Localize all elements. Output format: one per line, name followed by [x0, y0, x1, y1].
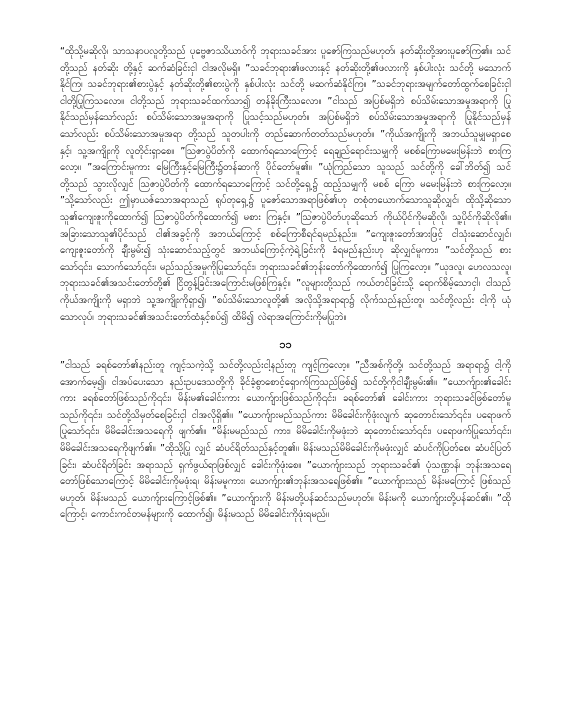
paragraph-1: “ထိုသို့မဆိုလို၊ သာသနာပလူတို့သည် ပုဗ္ဗေဇာဿိယာဝ်ကို ဘုရားသခင်အား ပူဇော်ကြသည်မဟုတ်၊ နတ်ဆိုးတို့အားပူဇော်ကြ၏။ သင်တို့သည် နတ်ဆိုး တို့နှင့် ဆက်ဆံခြင်းငှါ ငါအလိုမရှိ။ ”သခင်ဘုရား၏ဖလားနှင့် နတ်ဆိုးတို့၏ဖလားကို နှစ်ပါးလုံး သင်တို့ မသောက်နိုင်ကြ၊ သခင်ဘုရား၏စားပွဲနှင့် နတ်ဆိုးတို့၏စားပွဲကို နှစ်ပါးလုံး သင်တို့ မဆက်ဆံနိုင်ကြ။ ”သခင်ဘုရားအမျက်တော်ထွက်စေခြင်းငှါ ငါတို့ပြုကြသလော။ ငါတို့သည် ဘုရားသခင်ထက်သာ၍ တန်ခိုးကြီးသလော။ ”ငါသည် အပြစ်မရှိဘဲ စပ်သိမ်းသောအမှုအရာကို ပြုနိုင်သည်မှန်သော်လည်း စပ်သိမ်းသောအမှုအရာကို ပြုသင့်သည်မဟုတ်။ အပြစ်မရှိဘဲ စပ်သိမ်းသောအမှုအရာကို ပြုနိုင်သည်မှန်သော်လည်း စပ်သိမ်းသောအမှုအရာ တို့သည် သူတပါးကို တည်ဆောက်တတ်သည်မဟုတ်။ ”ကိုယ်အကျိုးကို အဘယ်သူမျှမရှာစေနှင့်၊ သူ့အကျိုးကို လူတိုင်းရှာစေ။ ”သြဇာပွဲပိတ်ကို ထောက်ရသောကြောင့် ရေချည်ရောင်းသမျှကို မစစ်ကြောမမေးမြန်းဘဲ စားကြလော့။ ”အကြောင်းမူကား မြေကြီးနှင့်မြေကြီး၌တန်ဆာကို ပိုင်တော်မူ၏။ ”ယုံကြည်သော သူသည် သင်တို့ကို ခေါ်ဘိတ်၍ သင်တို့သည် သွားလိုလျှင် သြဇာပွဲပိတ်ကို ထောက်ရသောကြောင့် သင်တို့ရှေ့၌ ထည့်သမျှကို မစစ် ကြော မမေးမြန်းဘဲ စားကြလော့။ ”သို့သော်လည်း ဤမှာယဇ်သောအရာသည် ရုပ်တုရှေ့၌ ပူဇော်သောအရာဖြစ်၏ဟု တစုံတယောက်သောသူဆိုလျှင်၊ ထိုသို့ဆိုသောသူ၏ကျေးဇူးကိုထောက်၍ သြဇာပွဲပိတ်ကိုထောက်၍ မစား ကြနှင့်။ ”သြဇာပွဲပိတ်ဟုဆိုသော် ကိုယ်ပိုင်ကိုမဆိုလို၊ သူ့ပိုင်ကိုဆိုလို၏။ အခြားသောသူ၏ပိုင်သည် ငါ၏အခွင့်ကို အဘယ်ကြောင့် စစ်ကြောစီရင်ရမည်နည်း။ ”ကျေးဇူးတော်အားဖြင့် ငါသုံးဆောင်လျှင်၊ ကျေးဇူးတော်ကို ချီးမွမ်း၍ သုံးဆောင်သည့်တွင် အဘယ်ကြောင့်ကဲ့ရဲ့ခြင်းကို ခံရမည်နည်းဟု ဆိုလျှင်မူကား၊ ”သင်တို့သည် စားသော်၎င်း၊ သောက်သော်၎င်း၊ မည်သည့်အမှုကိုပြုသော်၎င်း၊ ဘုရားသခင်၏ဘုန်းတော်ကိုထောက်၍ ပြုကြလော့။ ”ယုဒလူ၊ ဟေလသလူ၊ ဘုရားသခင်၏အသင်းတော်တို့၏ ငြိတွန့်ခြင်းအကြောင်းမဖြစ်ကြနှင့်။ ”လူများတို့သည် ကယ်တင်ခြင်းသို့ ရောက်စိမ့်သောငှါ၊ ငါသည် ကိုယ်အကျိုးကို မရှာဘဲ သူ့အကျိုးကိုရှာ၍၊ ”စပ်သိမ်းသောလူတို့၏ အလိုသို့အရာရာ၌ လိုက်သည်နည်းတူ၊ သင်တို့လည်း ငါ့ကို ယုံသောလုပ်၊ ဘုရားသခင်၏အသင်းတော်ထံနှင့်စပ်၍ ထိမိ၍ လဲရာအကြောင်းကိုမပြုဘဲ။ — [60, 46, 511, 323]
paragraph-2: ”ငါသည် ခရစ်တော်၏နည်းတူ ကျင့်သကဲ့သို့ သင်တို့လည်းငါ့နည်းတူ ကျင့်ကြလော့။ ”ညီအစ်ကိုတို့၊ သင်တို့သည် အရာရာ၌ ငါ့ကိုအောက်မေ့၍၊ ငါအပ်ပေးသော နည်းဥပဒေသတို့ကို ခိုင်ခံ့စွာစောင့်ရှောက်ကြသည်ဖြစ်၍ သင်တို့ကိုငါချီးမွမ်း၏။ ”ယောက်ျား၏ခေါင်းကား ခရစ်တော်ဖြစ်သည်ကို၎င်း၊ မိန်းမ၏ခေါင်းကား ယောက်ျားဖြစ်သည်ကို၎င်း၊ ခရစ်တော်၏ ခေါင်းကား ဘုရားသခင်ဖြစ်တော်မူသည်ကို၎င်း၊ သင်တို့သိမှတ်စေခြင်းငှါ ငါအလိုရှိ၏။ ”ယောက်ျားမည်သည်ကား မိမိခေါင်းကိုဖုံးလျက် ဆုတောင်းသော်၎င်း၊ ပရောဖက်ပြုသော်၎င်း၊ မိမိခေါင်းအသရေကို ဖျက်၏။ ”မိန်းမမည်သည် ကား၊ မိမိခေါင်းကိုမဖုံးဘဲ ဆုတောင်းသော်၎င်း၊ ပရောဖက်ပြုသော်၎င်း၊ မိမိခေါင်းအသရေကိုဖျက်၏။ ”ထိုသို့ပြု လျှင် ဆံပင်ရိတ်သည်နှင့်တူ၏။ မိန်းမသည်မိမိခေါင်းကိုမဖုံးလျှင် ဆံပင်ကိုပြတ်စေ၊ ဆံပင်ပြတ်ခြင်း၊ ဆံပင်ရိတ်ခြင်း အရာသည် ရှက်ဖွယ်ရာဖြစ်လျှင် ခေါင်းကိုဖုံးစေ။ ”ယောက်ျားသည် ဘုရားသခင်၏ ပုံသဏ္ဌာန်၊ ဘုန်းအသရေတော်ဖြစ်သောကြောင့် မိမိခေါင်းကိုမဖုံးရ၊ မိန်းမမူကား၊ ယောက်ျား၏ဘုန်းအသရေဖြစ်၏။ ”ယောက်ျားသည် မိန်းမကြောင့် ဖြစ်သည်မဟုတ်၊ မိန်းမသည် ယောက်ျားကြောင့်ဖြစ်၏။ ”ယောက်ျားကို မိန်းမတို့ပန်ဆင်သည်မဟုတ်။ မိန်းမကို ယောက်ျားတို့ပန်ဆင်၏။ ”ထိုကြောင့်၊ ကောင်းကင်တမန်များကို ထောက်၍၊ မိန်းမသည် မိမိခေါင်းကိုဖုံးရမည်။ — [60, 360, 511, 521]
section-number: ၁၁ — [279, 338, 292, 352]
